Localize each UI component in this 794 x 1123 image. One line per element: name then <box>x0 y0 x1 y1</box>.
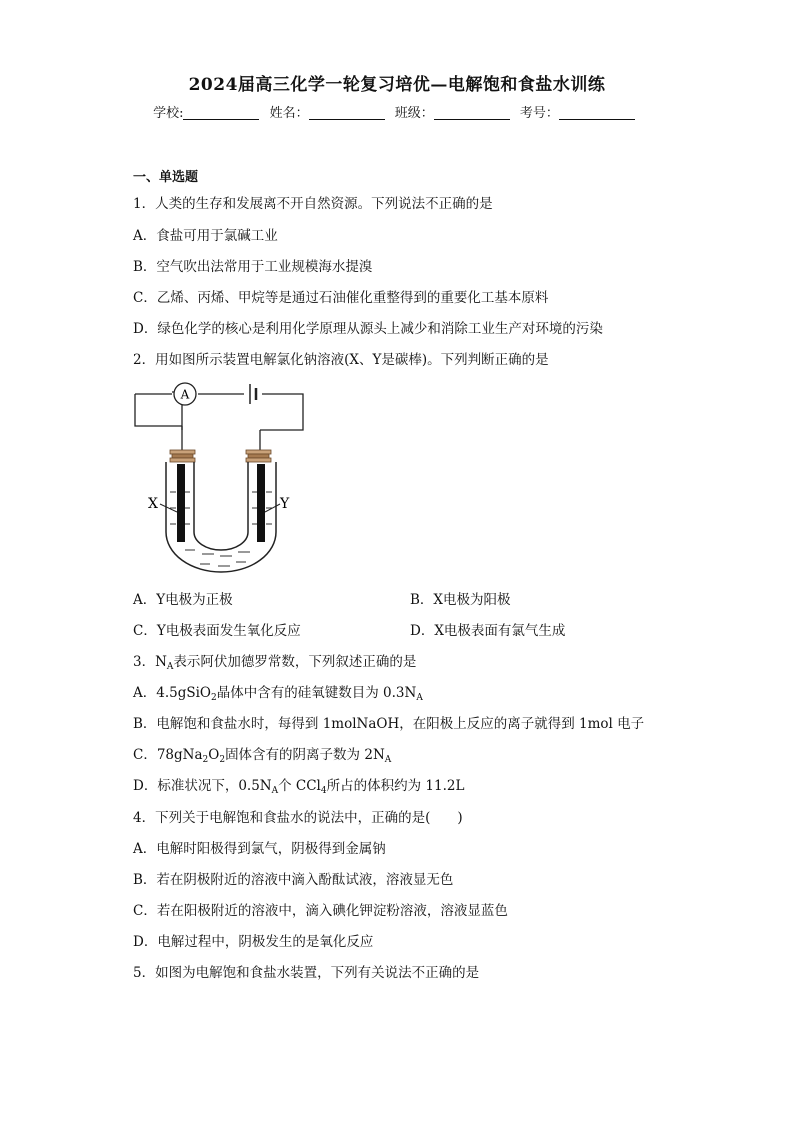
document-title: 2024届高三化学一轮复习培优—电解饱和食盐水训练 <box>188 75 606 95</box>
school-label: 学校: <box>153 106 184 121</box>
q3-option-c: C．$78gNa_2O_2$固体含有的阴离子数为 $2N_A$ <box>133 747 392 765</box>
q2-option-b: B．X电极为阳极 <box>410 592 511 608</box>
electrolysis-u-tube-figure <box>130 382 320 582</box>
q4-stem: 4．下列关于电解饱和食盐水的说法中，正确的是( ) <box>133 810 463 826</box>
q4-option-d: D．电解过程中，阴极发生的是氧化反应 <box>133 934 374 950</box>
ammeter-label: A <box>180 387 190 402</box>
exam-number-label: 考号： <box>519 106 559 121</box>
class-blank <box>434 106 510 120</box>
electrode-y <box>257 464 265 542</box>
q1-stem: 1．人类的生存和发展离不开自然资源。下列说法不正确的是 <box>133 196 493 212</box>
section-heading: 一、单选题 <box>133 170 199 185</box>
q1-option-c: C．乙烯、丙烯、甲烷等是通过石油催化重整得到的重要化工基本原料 <box>133 290 549 306</box>
q5-stem: 5．如图为电解饱和食盐水装置，下列有关说法不正确的是 <box>133 965 480 981</box>
school-blank <box>183 106 259 120</box>
q3-option-a: A．4.5gSiO$_2$晶体中含有的硅氧键数目为 $0.3N_A$ <box>133 685 423 703</box>
student-info-line <box>0 102 794 121</box>
q4-option-a: A．电解时阳极得到氯气，阴极得到金属钠 <box>133 841 386 857</box>
q2-option-d: D．X电极表面有氯气生成 <box>410 623 566 639</box>
name-blank <box>309 106 385 120</box>
q1-option-d: D．绿色化学的核心是利用化学原理从源头上减少和消除工业生产对环境的污染 <box>133 321 603 337</box>
q3-option-b: B．电解饱和食盐水时，每得到 1molNaOH，在阳极上反应的离子就得到 1mol 电子 <box>133 716 645 732</box>
q2-option-a: A．Y电极为正极 <box>133 592 233 608</box>
name-label: 姓名： <box>269 106 309 121</box>
exam-number-blank <box>559 106 635 120</box>
electrode-x <box>177 464 185 542</box>
electrode-y-label: Y <box>280 496 290 512</box>
q1-option-b: B．空气吹出法常用于工业规模海水提溴 <box>133 259 373 275</box>
q2-stem: 2．用如图所示装置电解氯化钠溶液(X、Y是碳棒)。下列判断正确的是 <box>133 352 549 368</box>
q2-option-c: C．Y电极表面发生氧化反应 <box>133 623 301 639</box>
electrode-x-label: X <box>148 496 158 512</box>
class-label: 班级： <box>394 106 434 121</box>
q4-option-c: C．若在阳极附近的溶液中，滴入碘化钾淀粉溶液，溶液显蓝色 <box>133 903 508 919</box>
q4-option-b: B．若在阴极附近的溶液中滴入酚酞试液，溶液显无色 <box>133 872 454 888</box>
q3-option-d: D．标准状况下，$0.5N_A$个 CCl$_4$所占的体积约为 11.2L <box>133 778 465 796</box>
q1-option-a: A．食盐可用于氯碱工业 <box>133 228 278 244</box>
q3-stem: 3．$N_A$表示阿伏加德罗常数，下列叙述正确的是 <box>133 654 417 672</box>
